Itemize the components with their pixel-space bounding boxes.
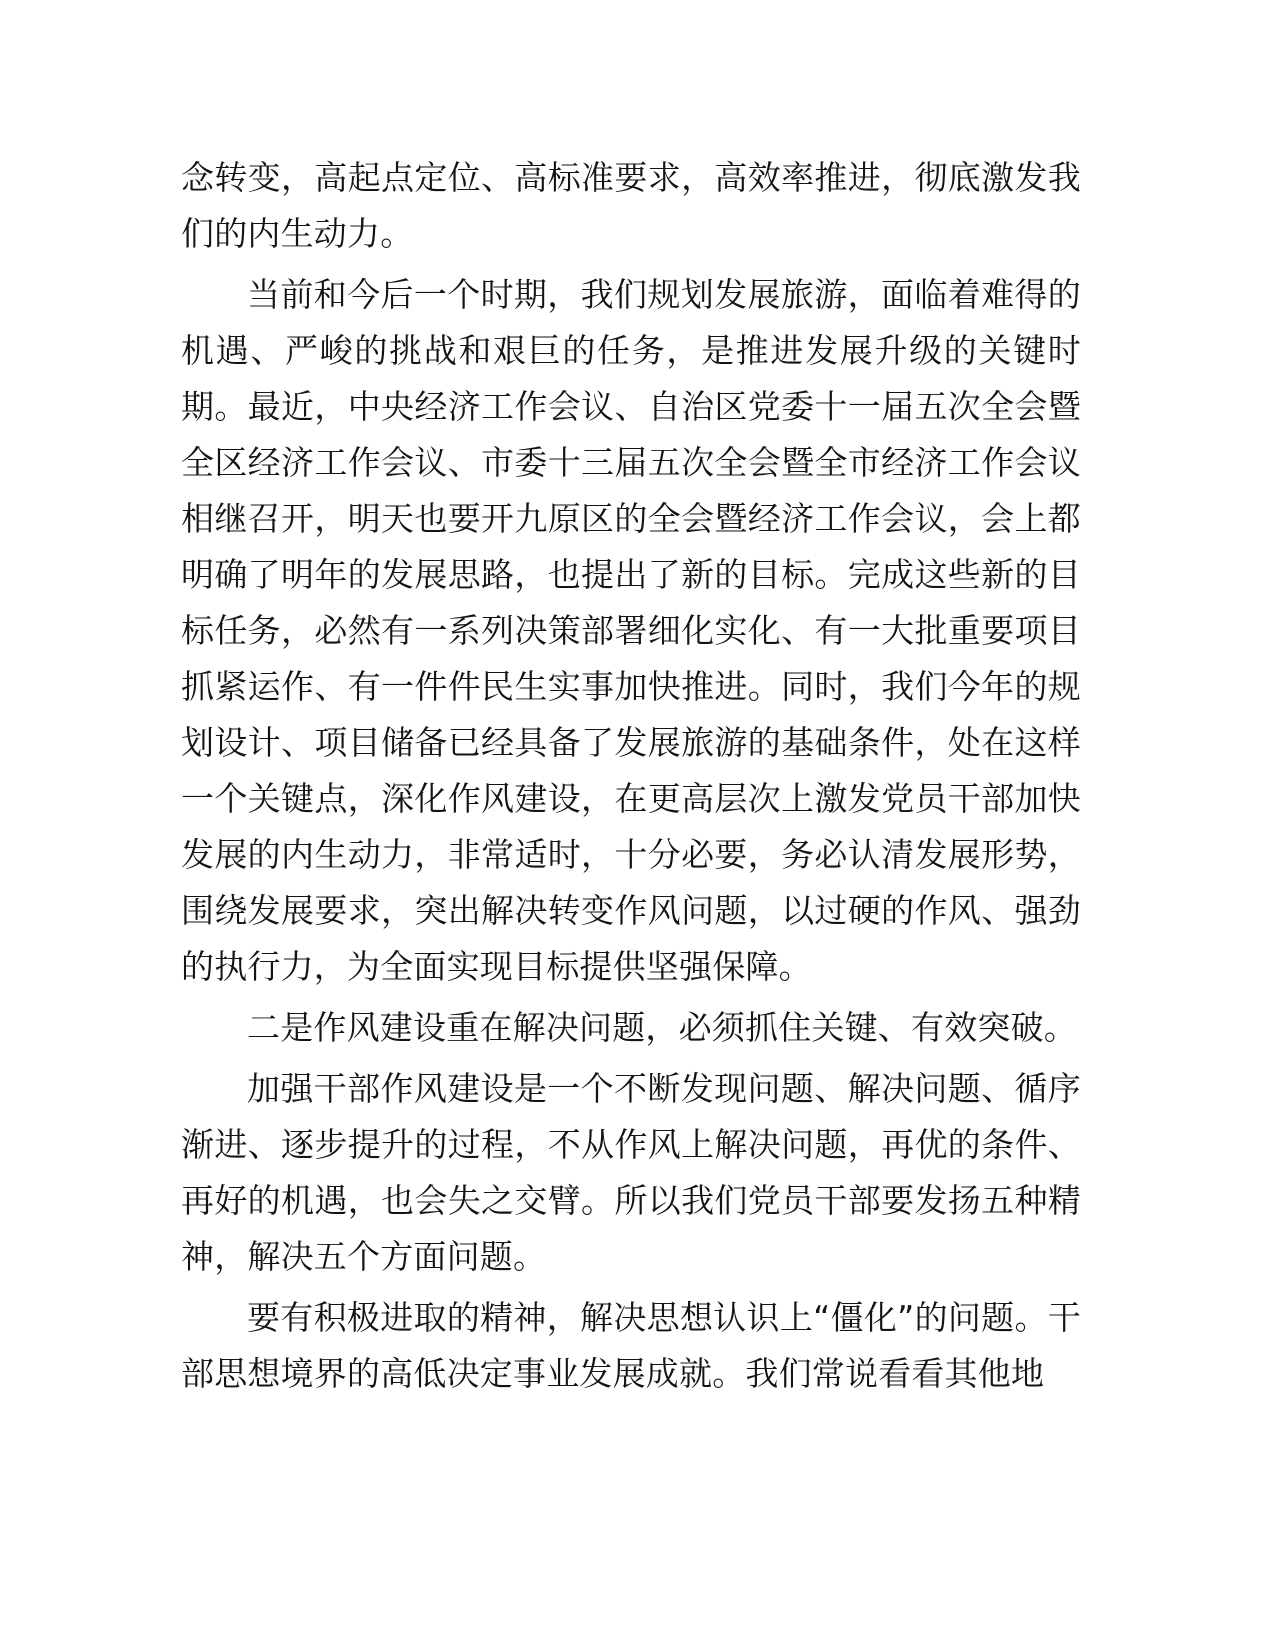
paragraph-2: 当前和今后一个时期，我们规划发展旅游，面临着难得的机遇、严峻的挑战和艰巨的任务，是推进发展升级的关键时期。最近，中央经济工作会议、自治区党委十一届五次全会暨全区经济工作会议、市委十三届五次全会暨全市经济工作会议相继召开，明天也要开九原区的全会暨经济工作会议，会上都明确了明年的发展思路，也提出了新的目标。完成这些新的目标任务，必然有一系列决策部署细化实化、有一大批重要项目抓紧运作、有一件件民生实事加快推进。同时，我们今年的规划设计、项目储备已经具备了发展旅游的基础条件，处在这样一个关键点，深化作风建设，在更高层次上激发党员干部加快发展的内生动力，非常适时，十分必要，务必认清发展形势，围绕发展要求，突出解决转变作风问题，以过硬的作风、强劲的执行力，为全面实现目标提供坚强保障。 xyxy=(181,275,1081,986)
paragraph-1: 念转变，高起点定位、高标准要求，高效率推进，彻底激发我们的内生动力。 xyxy=(181,158,1081,253)
paragraph-4: 加强干部作风建设是一个不断发现问题、解决问题、循序渐进、逐步提升的过程，不从作风上解决问题，再优的条件、再好的机遇，也会失之交臂。所以我们党员干部要发扬五种精神，解决五个方面问题。 xyxy=(181,1069,1081,1276)
paragraph-3: 二是作风建设重在解决问题，必须抓住关键、有效突破。 xyxy=(247,1008,1077,1047)
paragraph-5: 要有积极进取的精神，解决思想认识上“僵化”的问题。干部思想境界的高低决定事业发展成就。我们常说看看其他地 xyxy=(181,1298,1081,1393)
document-body xyxy=(181,150,1081,1407)
